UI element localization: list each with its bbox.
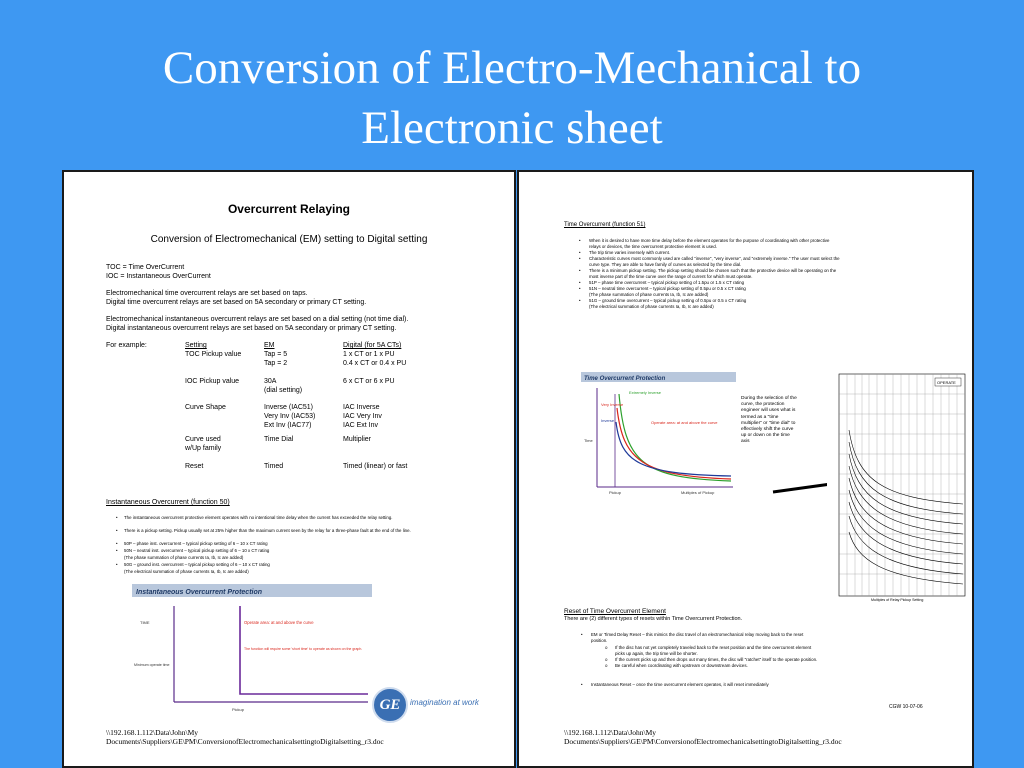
- list-item: picks up again, the trip time will be shorter.: [615, 651, 698, 656]
- list-item: There is a minimum pickup setting. The pickup setting should be chosen such that the protective device will be operating on the: [589, 268, 837, 273]
- table-cell: IOC Pickup value: [185, 378, 240, 385]
- ioc-note: The function will require some 'short time' to operate as shown on the graph.: [244, 647, 363, 651]
- paragraph-1-line-1: Electromechanical time overcurrent relays are set based on taps.: [106, 290, 308, 297]
- table-cell: Time Dial: [264, 436, 294, 443]
- list-item: •: [579, 298, 581, 303]
- list-item: (The phase summation of phase currents Ia, Ib, Ic are added): [124, 555, 244, 560]
- list-item: •: [116, 515, 118, 520]
- ioc-time-label: TIME: [140, 620, 150, 625]
- list-item: position.: [591, 638, 608, 643]
- table-cell: Curve Shape: [185, 404, 226, 411]
- toc-label-inverse: Inverse: [601, 418, 615, 423]
- table-cell: Inverse (IAC51): [264, 404, 314, 411]
- ioc-heading: Instantaneous Overcurrent (function 50): [106, 499, 230, 506]
- list-item: o: [605, 663, 608, 668]
- list-item: •: [116, 541, 118, 546]
- toc-multiples-label: Multiples of Pickup: [681, 490, 715, 495]
- list-item: 51G – ground time overcurrent – typical pickup setting of 0.5pu or 0.5 x CT rating: [589, 298, 747, 303]
- list-item: 50N – neutral inst. overcurrent – typical pickup setting of 6 – 10 x CT rating: [124, 548, 270, 553]
- paragraph-2-line-2: Digital instantaneous overcurrent relays are set based on 5A secondary or primary CT setting.: [106, 325, 397, 332]
- table-header-digital: Digital (for 5A CTs): [343, 342, 402, 349]
- curve-x-label: Multiples of Relay Pickup Setting: [871, 598, 924, 602]
- table-cell: IAC Inverse: [343, 404, 380, 411]
- for-example-label: For example:: [106, 342, 147, 349]
- document-page-left: [62, 170, 516, 768]
- toc-diagram: [581, 372, 736, 497]
- list-item: relays or devices, the time overcurrent protective element is used.: [589, 244, 717, 249]
- table-cell: IAC Ext Inv: [343, 422, 379, 429]
- list-item: •: [579, 268, 581, 273]
- toc-diagram-title: Time Overcurrent Protection: [584, 376, 666, 382]
- logo-tagline: imagination at work: [410, 698, 479, 707]
- ioc-diagram-title: Instantaneous Overcurrent Protection: [136, 589, 263, 596]
- list-item: If the disc has not yet completely traveled back to the reset position and the time overcurrent element: [615, 645, 812, 650]
- list-item: •: [579, 250, 581, 255]
- list-item: The instantaneous overcurrent protective element operates with no intentional time delay when the current has exceeded the relay setting.: [124, 515, 393, 520]
- list-item: •: [579, 238, 581, 243]
- slide-title-line-1: Conversion of Electro-Mechanical to: [162, 42, 862, 94]
- table-cell: Tap = 5: [264, 351, 288, 358]
- list-item: 51P – phase time overcurrent – typical pickup setting of 1.5pu or 1.5 x CT rating: [589, 280, 745, 285]
- list-item: •: [581, 682, 583, 687]
- list-item: •: [579, 256, 581, 261]
- footer-line-1: \\192.168.1.112\Data\John\My: [106, 728, 199, 737]
- paragraph-1-line-2: Digital time overcurrent relays are set based on 5A secondary or primary CT setting.: [106, 299, 367, 306]
- ioc-pickup-label: Pickup: [232, 707, 245, 712]
- list-item: o: [605, 645, 608, 650]
- table-cell: Ext Inv (IAC77): [264, 422, 312, 429]
- list-item: •: [116, 548, 118, 553]
- time-current-curves: [827, 370, 969, 602]
- table-cell: 30A: [264, 378, 277, 385]
- table-cell: Multiplier: [343, 436, 372, 443]
- list-item: Be careful when coordinating with upstream or downstream devices.: [615, 663, 748, 668]
- list-item: (The phase summation of phase currents Ia, Ib, Ic are added): [589, 292, 709, 297]
- list-item: •: [116, 562, 118, 567]
- table-cell: (dial setting): [264, 387, 303, 394]
- list-item: curve type. They are able to have family of curves as selected by the time dial.: [589, 262, 742, 267]
- list-item: •: [116, 528, 118, 533]
- document-page-right: [517, 170, 974, 768]
- list-item: •: [581, 632, 583, 637]
- list-item: 51N – neutral time overcurrent – typical pickup setting of 0.5pu or 0.5 x CT rating: [589, 286, 746, 291]
- footer-line-2: Documents\Suppliers\GE\PM\ConversionofElectromechanicalsettingtoDigitalsetting_r3.doc: [106, 737, 384, 746]
- list-item: EM or Timed Delay Reset – this mimics the disc travel of an electromechanical relay moving back to the reset: [591, 632, 804, 637]
- reset-intro: There are (2) different types of resets within Time Overcurrent Protection.: [564, 616, 743, 622]
- page-heading: Overcurrent Relaying: [227, 202, 351, 216]
- toc-pickup-label: Pickup: [609, 490, 622, 495]
- definition-ioc: IOC = Instantaneous OverCurrent: [106, 273, 211, 280]
- table-cell: TOC Pickup value: [185, 351, 242, 358]
- definition-toc: TOC = Time OverCurrent: [106, 264, 185, 271]
- table-cell: IAC Very Inv: [343, 413, 382, 420]
- toc-operate-area: Operate area: at and above the curve: [651, 420, 718, 425]
- table-cell: Reset: [185, 463, 204, 470]
- list-item: most inverse part of the time curve over the range of current for which must operate.: [589, 274, 753, 279]
- table-cell: 6 x CT or 6 x PU: [343, 378, 395, 385]
- ioc-operate-area: Operate area: at and above the curve: [244, 620, 314, 625]
- curve-box-label: OPERATE: [937, 380, 956, 385]
- list-item: 50G – ground inst. overcurrent – typical pickup setting of 6 – 10 x CT rating: [124, 562, 270, 567]
- list-item: There is a pickup setting. Pickup usually set at 25% higher than the maximum current seen by the relay for a three-phase fault at the end of the line.: [124, 528, 411, 533]
- table-cell: w/Up family: [185, 445, 222, 452]
- ioc-min-label: Minimum operate time: [134, 663, 170, 667]
- curve-selection-annotation: During the selection of the curve, the protection engineer will uses what is termed as a "time multiplier" or "time dial" to effectively shift the curve up or down on the time axis: [741, 396, 797, 445]
- list-item: Characteristic curves most commonly used are called "inverse", "very inverse", and "extremely inverse." The user must select the: [589, 256, 840, 261]
- table-cell: 0.4 x CT or 0.4 x PU: [343, 360, 407, 367]
- list-item: The trip time varies inversely with current.: [589, 250, 671, 255]
- list-item: Instantaneous Reset – once the time overcurrent element operates, it will reset immediately: [591, 682, 769, 687]
- slide-title: [0, 38, 1024, 158]
- page-subheading: Conversion of Electromechanical (EM) setting to Digital setting: [150, 234, 428, 245]
- footer-line-1: \\192.168.1.112\Data\John\My: [564, 728, 657, 737]
- list-item: (The electrical summation of phase currents Ia, Ib, Ic are added): [589, 304, 714, 309]
- slide-title-line-2: Electronic sheet: [361, 102, 663, 154]
- table-cell: Tap = 2: [264, 360, 288, 367]
- table-cell: Timed (linear) or fast: [343, 463, 408, 470]
- table-cell: Very Inv (IAC53): [264, 413, 316, 420]
- list-item: 50P – phase inst. overcurrent – typical pickup setting of 6 – 10 x CT rating: [124, 541, 268, 546]
- table-cell: Timed: [264, 463, 284, 470]
- list-item: If the current picks up and then drops out many times, the disc will "ratchet" itself to the operate position.: [615, 657, 818, 662]
- list-item: When it is desired to have more time delay before the element operates for the purpose of coordinating with other protective: [589, 238, 830, 243]
- toc-label-extremely-inverse: Extremely Inverse: [629, 390, 662, 395]
- table-header-em: EM: [264, 342, 275, 349]
- list-item: •: [579, 280, 581, 285]
- toc-time-label: Time: [584, 438, 593, 443]
- list-item: •: [579, 286, 581, 291]
- list-item: o: [605, 657, 608, 662]
- reset-heading: Reset of Time Overcurrent Element: [564, 608, 666, 615]
- table-cell: Curve used: [185, 436, 221, 443]
- toc-heading: Time Overcurrent (function 51): [564, 222, 646, 228]
- footer-line-2: Documents\Suppliers\GE\PM\ConversionofElectromechanicalsettingtoDigitalsetting_r3.doc: [564, 737, 842, 746]
- table-header-setting: Setting: [185, 342, 207, 349]
- toc-label-very-inverse: Very Inverse: [601, 402, 624, 407]
- table-cell: 1 x CT or 1 x PU: [343, 351, 395, 358]
- ge-logo-icon: GE: [372, 687, 408, 723]
- signature: CGW 10-07-06: [889, 704, 923, 710]
- list-item: (The electrical summation of phase currents Ia, Ib, Ic are added): [124, 569, 249, 574]
- ioc-diagram: [132, 584, 372, 719]
- paragraph-2-line-1: Electromechanical instantaneous overcurrent relays are set based on a dial setting (not time dial).: [106, 316, 409, 323]
